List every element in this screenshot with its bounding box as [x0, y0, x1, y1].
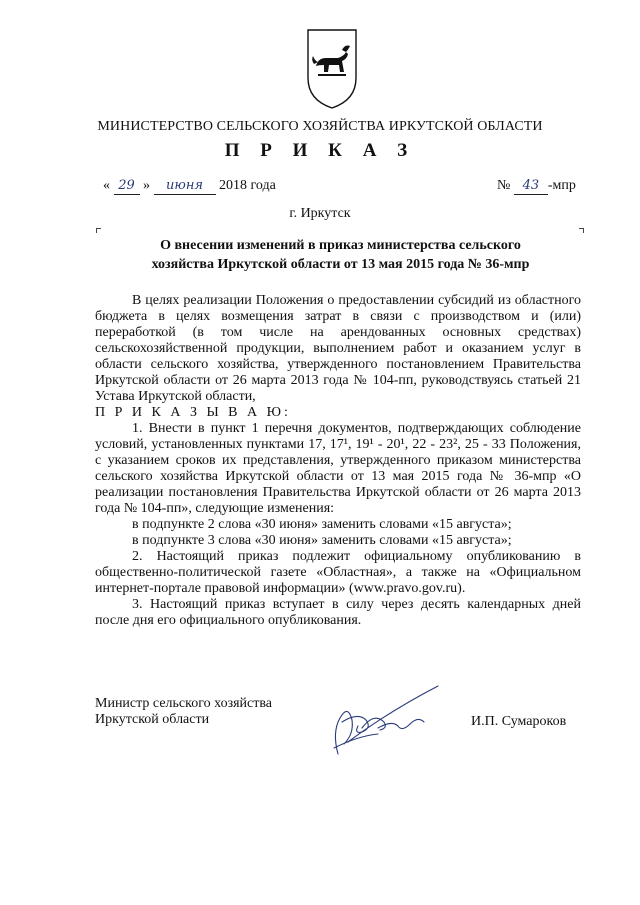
- date-day-field: [114, 178, 140, 195]
- date-day-handwritten: 29: [118, 178, 135, 193]
- date-year: 2018 года: [219, 178, 276, 193]
- handwritten-signature: [318, 682, 458, 762]
- item-1-subitem-2: в подпункте 3 слова «30 июня» заменить словами «15 августа»;: [132, 533, 512, 548]
- position-line-1: Министр сельского хозяйства: [95, 696, 272, 711]
- date-open-quote: «: [103, 178, 110, 193]
- signatory-name: И.П. Сумароков: [471, 714, 567, 729]
- order-date: [103, 178, 276, 195]
- number-handwritten: 43: [522, 178, 540, 193]
- date-month-handwritten: июня: [166, 178, 203, 193]
- order-word: П Р И К А З Ы В А Ю:: [95, 405, 291, 420]
- item-2-paragraph: 2. Настоящий приказ подлежит официальному опубликованию в общественно-политической газете «Областная», а также на «Официальном интернет-портале правовой информации» (www.pravo.gov.ru).: [95, 549, 581, 596]
- number-field: [514, 178, 548, 195]
- order-subject: [118, 236, 563, 274]
- subject-corner-mark-left: [96, 228, 101, 233]
- signature-icon: [318, 682, 458, 762]
- ministry-name: МИНИСТЕРСТВО СЕЛЬСКОГО ХОЗЯЙСТВА ИРКУТСКОЙ ОБЛАСТИ: [97, 119, 543, 134]
- issue-city: г. Иркутск: [289, 206, 351, 221]
- order-body: [95, 293, 581, 629]
- item-1-subitem-1: в подпункте 2 слова «30 июня» заменить словами «15 августа»;: [132, 517, 512, 532]
- subject-line-2: хозяйства Иркутской области от 13 мая 2015 года № 36-мпр: [151, 257, 530, 272]
- babr-emblem-icon: [302, 28, 362, 110]
- number-prefix: №: [497, 178, 511, 193]
- date-month-field: [154, 178, 216, 195]
- subject-line-1: О внесении изменений в приказ министерства сельского: [160, 238, 521, 253]
- subject-corner-mark-right: [579, 228, 584, 233]
- document-type-title: П Р И К А З: [224, 140, 416, 161]
- position-line-2: Иркутской области: [95, 712, 210, 727]
- preamble-paragraph: В целях реализации Положения о предоставлении субсидий из областного бюджета в целях возмещения затрат в связи с производством и (или) переработкой (в том числе на арендованных основных средствах) сельскохозяйственной продукции, выполнением работ и оказанием услуг в области сельского хозяйства, утвержденного постановлением Правительства Иркутской области от 26 марта 2013 года № 104-пп, руководствуясь статьей 21 Устава Иркутской области,: [95, 293, 581, 404]
- date-close-quote: »: [143, 178, 150, 193]
- coat-of-arms-emblem: [302, 28, 362, 110]
- signatory-position: [95, 696, 272, 728]
- item-3-paragraph: 3. Настоящий приказ вступает в силу через десять календарных дней после дня его официального опубликования.: [95, 597, 581, 628]
- order-number: [497, 178, 576, 195]
- item-1-paragraph: 1. Внести в пункт 1 перечня документов, подтверждающих соблюдение условий, установленных пунктами 17, 17¹, 19¹ - 20¹, 22 - 23², 25 - 33 Положения, с указанием сроков их представления, утвержденного приказом министерства сельского хозяйства Иркутской области от 13 мая 2015 года № 36-мпр «О реализации постановления Правительства Иркутской области от 26 марта 2013 года № 104-пп», следующие изменения:: [95, 421, 581, 516]
- number-suffix: -мпр: [547, 178, 576, 193]
